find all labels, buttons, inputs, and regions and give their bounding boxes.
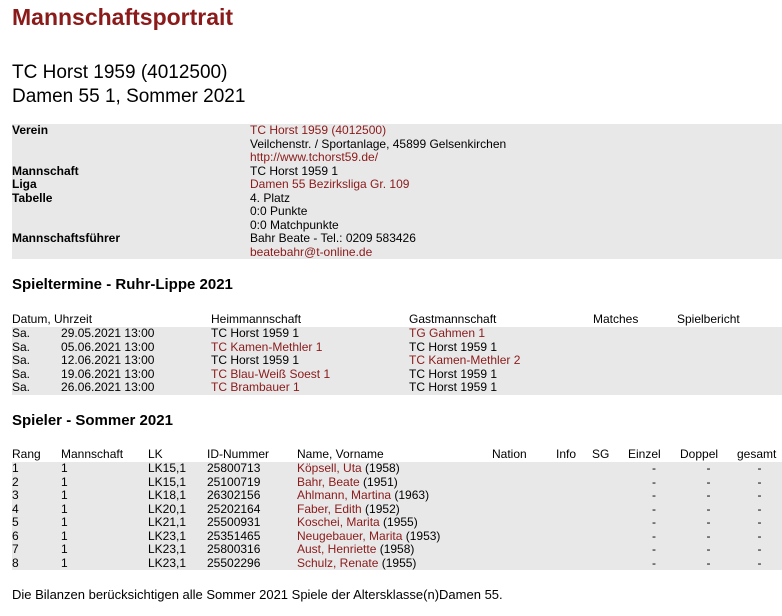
club-heading: TC Horst 1959 (4012500) bbox=[12, 62, 228, 83]
player-einzel: - bbox=[628, 476, 680, 490]
players-table bbox=[12, 447, 782, 570]
captain-name: Bahr Beate - Tel.: 0209 583426 bbox=[250, 231, 416, 245]
player-sg bbox=[592, 476, 628, 490]
player-rang: 7 bbox=[12, 543, 61, 557]
table-matchpoints: 0:0 Matchpunkte bbox=[250, 217, 339, 232]
match-matches bbox=[593, 327, 677, 341]
match-home-link[interactable]: TC Brambauer 1 bbox=[211, 380, 300, 394]
player-row bbox=[12, 557, 782, 571]
player-rang: 8 bbox=[12, 557, 61, 571]
player-gesamt: - bbox=[737, 476, 782, 490]
player-einzel: - bbox=[628, 503, 680, 517]
info-label-liga: Liga bbox=[12, 177, 37, 191]
info-row-captain bbox=[12, 232, 782, 259]
player-doppel: - bbox=[680, 543, 737, 557]
player-einzel: - bbox=[628, 557, 680, 571]
player-nation bbox=[492, 530, 556, 544]
player-team: 1 bbox=[61, 543, 148, 557]
col-einzel: Einzel bbox=[628, 446, 661, 461]
player-id: 25202164 bbox=[207, 503, 297, 517]
player-nation bbox=[492, 543, 556, 557]
player-lk: LK23,1 bbox=[148, 543, 207, 557]
info-row-verein bbox=[12, 124, 782, 165]
col-gesamt: gesamt bbox=[737, 446, 777, 461]
player-doppel: - bbox=[680, 516, 737, 530]
matches-section-title: Spieltermine - Ruhr-Lippe 2021 bbox=[12, 276, 233, 293]
match-row bbox=[12, 381, 782, 395]
player-info bbox=[556, 516, 592, 530]
player-id: 25351465 bbox=[207, 530, 297, 544]
player-info bbox=[556, 489, 592, 503]
player-sg bbox=[592, 503, 628, 517]
col-matches: Matches bbox=[593, 311, 639, 326]
col-datum: Datum, Uhrzeit bbox=[12, 311, 93, 326]
player-rang: 6 bbox=[12, 530, 61, 544]
player-doppel: - bbox=[680, 476, 737, 490]
player-name-cell: Köpsell, Uta (1958) bbox=[297, 462, 492, 476]
player-name-link[interactable]: Schulz, Renate bbox=[297, 555, 379, 570]
table-rank: 4. Platz bbox=[250, 190, 291, 205]
player-lk: LK21,1 bbox=[148, 516, 207, 530]
player-info bbox=[556, 530, 592, 544]
info-label-verein: Verein bbox=[12, 123, 49, 137]
col-gast: Gastmannschaft bbox=[409, 311, 497, 326]
player-row bbox=[12, 476, 782, 490]
matches-header-row bbox=[12, 312, 782, 327]
player-team: 1 bbox=[61, 476, 148, 490]
player-nation bbox=[492, 462, 556, 476]
player-einzel: - bbox=[628, 516, 680, 530]
player-name-cell: Neugebauer, Marita (1953) bbox=[297, 530, 492, 544]
player-info bbox=[556, 462, 592, 476]
col-bericht: Spielbericht bbox=[677, 311, 740, 326]
player-sg bbox=[592, 530, 628, 544]
match-row bbox=[12, 368, 782, 382]
match-report bbox=[677, 381, 782, 395]
player-gesamt: - bbox=[737, 503, 782, 517]
match-report bbox=[677, 368, 782, 382]
match-home-link[interactable]: TC Blau-Weiß Soest 1 bbox=[211, 366, 331, 381]
player-team: 1 bbox=[61, 489, 148, 503]
player-sg bbox=[592, 543, 628, 557]
player-team: 1 bbox=[61, 557, 148, 571]
match-date: Sa. 26.06.2021 13:00 bbox=[12, 381, 211, 395]
match-guest-link[interactable]: TG Gahmen 1 bbox=[409, 326, 486, 340]
player-gesamt: - bbox=[737, 489, 782, 503]
table-points: 0:0 Punkte bbox=[250, 204, 308, 218]
match-guest: TC Horst 1959 1 bbox=[409, 381, 593, 395]
player-gesamt: - bbox=[737, 462, 782, 476]
info-label-captain: Mannschaftsführer bbox=[12, 231, 121, 245]
col-info: Info bbox=[556, 446, 577, 461]
player-einzel: - bbox=[628, 462, 680, 476]
col-doppel: Doppel bbox=[680, 446, 719, 461]
player-id: 25100719 bbox=[207, 476, 297, 490]
info-value-verein bbox=[250, 124, 782, 165]
player-nation bbox=[492, 503, 556, 517]
match-date: Sa. 29.05.2021 13:00 bbox=[12, 327, 211, 341]
match-guest: TC Horst 1959 1 bbox=[409, 368, 593, 382]
match-guest: TC Horst 1959 1 bbox=[409, 341, 593, 355]
player-einzel: - bbox=[628, 543, 680, 557]
info-row-tabelle bbox=[12, 192, 782, 233]
player-row bbox=[12, 462, 782, 476]
col-rang: Rang bbox=[12, 446, 41, 461]
col-lk: LK bbox=[148, 446, 163, 461]
player-doppel: - bbox=[680, 489, 737, 503]
match-home: TC Horst 1959 1 bbox=[211, 354, 409, 368]
player-rang: 3 bbox=[12, 489, 61, 503]
info-row-liga bbox=[12, 178, 782, 192]
player-nation bbox=[492, 557, 556, 571]
player-row bbox=[12, 489, 782, 503]
player-nation bbox=[492, 489, 556, 503]
match-report bbox=[677, 341, 782, 355]
player-name-link[interactable]: Faber, Edith bbox=[297, 501, 362, 516]
match-row bbox=[12, 327, 782, 341]
player-team: 1 bbox=[61, 503, 148, 517]
team-info-box bbox=[12, 124, 782, 259]
player-lk: LK23,1 bbox=[148, 530, 207, 544]
player-info bbox=[556, 503, 592, 517]
player-name-cell: Koschei, Marita (1955) bbox=[297, 516, 492, 530]
player-sg bbox=[592, 516, 628, 530]
player-id: 25500931 bbox=[207, 516, 297, 530]
info-value-tabelle bbox=[250, 192, 782, 233]
player-name-link[interactable]: Neugebauer, Marita bbox=[297, 528, 403, 543]
col-nation: Nation bbox=[492, 446, 527, 461]
player-id: 25502296 bbox=[207, 557, 297, 571]
player-rang: 4 bbox=[12, 503, 61, 517]
match-report bbox=[677, 354, 782, 368]
player-nation bbox=[492, 516, 556, 530]
col-id: ID-Nummer bbox=[207, 446, 269, 461]
player-info bbox=[556, 543, 592, 557]
match-matches bbox=[593, 368, 677, 382]
player-name-cell: Faber, Edith (1952) bbox=[297, 503, 492, 517]
player-sg bbox=[592, 557, 628, 571]
player-row bbox=[12, 503, 782, 517]
match-guest-link[interactable]: TC Kamen-Methler 2 bbox=[409, 353, 521, 367]
player-id: 25800316 bbox=[207, 543, 297, 557]
player-id: 26302156 bbox=[207, 489, 297, 503]
match-matches bbox=[593, 354, 677, 368]
player-row bbox=[12, 516, 782, 530]
col-heim: Heimmannschaft bbox=[211, 311, 302, 326]
player-doppel: - bbox=[680, 557, 737, 571]
matches-table bbox=[12, 312, 782, 395]
player-gesamt: - bbox=[737, 516, 782, 530]
player-id: 25800713 bbox=[207, 462, 297, 476]
info-row-mannschaft bbox=[12, 165, 782, 179]
player-name-link[interactable]: Ahlmann, Martina bbox=[297, 488, 392, 502]
player-doppel: - bbox=[680, 530, 737, 544]
player-team: 1 bbox=[61, 462, 148, 476]
team-heading: Damen 55 1, Sommer 2021 bbox=[12, 86, 246, 107]
player-lk: LK18,1 bbox=[148, 489, 207, 503]
player-info bbox=[556, 557, 592, 571]
player-team: 1 bbox=[61, 530, 148, 544]
match-home-link[interactable]: TC Kamen-Methler 1 bbox=[211, 339, 323, 354]
match-home: TC Horst 1959 1 bbox=[211, 327, 409, 341]
player-name-link[interactable]: Koschei, Marita bbox=[297, 515, 380, 529]
player-name-cell: Schulz, Renate (1955) bbox=[297, 557, 492, 571]
player-lk: LK23,1 bbox=[148, 557, 207, 571]
captain-email-link[interactable]: beatebahr@t-online.de bbox=[250, 244, 373, 259]
player-info bbox=[556, 476, 592, 490]
players-header-row bbox=[12, 447, 782, 462]
player-sg bbox=[592, 462, 628, 476]
player-einzel: - bbox=[628, 489, 680, 503]
player-lk: LK20,1 bbox=[148, 503, 207, 517]
player-name-link[interactable]: Köpsell, Uta bbox=[297, 461, 362, 475]
balance-note: Die Bilanzen berücksichtigen alle Sommer 2021 Spiele der Altersklasse(n)Damen 55. bbox=[12, 587, 503, 602]
player-doppel: - bbox=[680, 462, 737, 476]
club-address: Veilchenstr. / Sportanlage, 45899 Gelsenkirchen bbox=[250, 136, 507, 151]
page-title: Mannschaftsportrait bbox=[12, 4, 234, 30]
player-sg bbox=[592, 489, 628, 503]
match-date: Sa. 05.06.2021 13:00 bbox=[12, 341, 211, 355]
player-lk: LK15,1 bbox=[148, 462, 207, 476]
player-rang: 2 bbox=[12, 476, 61, 490]
player-name-cell: Bahr, Beate (1951) bbox=[297, 476, 492, 490]
player-row bbox=[12, 530, 782, 544]
club-link[interactable]: TC Horst 1959 (4012500) bbox=[250, 123, 387, 137]
player-name-cell: Ahlmann, Martina (1963) bbox=[297, 489, 492, 503]
col-sg: SG bbox=[592, 446, 610, 461]
player-gesamt: - bbox=[737, 543, 782, 557]
info-value-captain bbox=[250, 232, 782, 259]
player-name-cell: Aust, Henriette (1958) bbox=[297, 543, 492, 557]
player-rang: 1 bbox=[12, 462, 61, 476]
match-row bbox=[12, 354, 782, 368]
match-matches bbox=[593, 341, 677, 355]
player-gesamt: - bbox=[737, 557, 782, 571]
info-value-mannschaft: TC Horst 1959 1 bbox=[250, 163, 339, 178]
league-link[interactable]: Damen 55 Bezirksliga Gr. 109 bbox=[250, 177, 410, 191]
player-name-link[interactable]: Aust, Henriette bbox=[297, 542, 377, 556]
player-name-link[interactable]: Bahr, Beate bbox=[297, 474, 360, 489]
match-matches bbox=[593, 381, 677, 395]
match-row bbox=[12, 341, 782, 355]
match-report bbox=[677, 327, 782, 341]
player-lk: LK15,1 bbox=[148, 476, 207, 490]
col-mannschaft: Mannschaft bbox=[61, 446, 124, 461]
player-team: 1 bbox=[61, 516, 148, 530]
player-nation bbox=[492, 476, 556, 490]
players-section-title: Spieler - Sommer 2021 bbox=[12, 412, 173, 429]
info-label-tabelle: Tabelle bbox=[12, 190, 53, 205]
club-website-link[interactable]: http://www.tchorst59.de/ bbox=[250, 150, 379, 164]
player-row bbox=[12, 543, 782, 557]
player-einzel: - bbox=[628, 530, 680, 544]
player-gesamt: - bbox=[737, 530, 782, 544]
match-date: Sa. 12.06.2021 13:00 bbox=[12, 354, 211, 368]
player-doppel: - bbox=[680, 503, 737, 517]
match-date: Sa. 19.06.2021 13:00 bbox=[12, 368, 211, 382]
info-label-mannschaft: Mannschaft bbox=[12, 163, 79, 178]
col-name: Name, Vorname bbox=[297, 446, 384, 461]
player-rang: 5 bbox=[12, 516, 61, 530]
